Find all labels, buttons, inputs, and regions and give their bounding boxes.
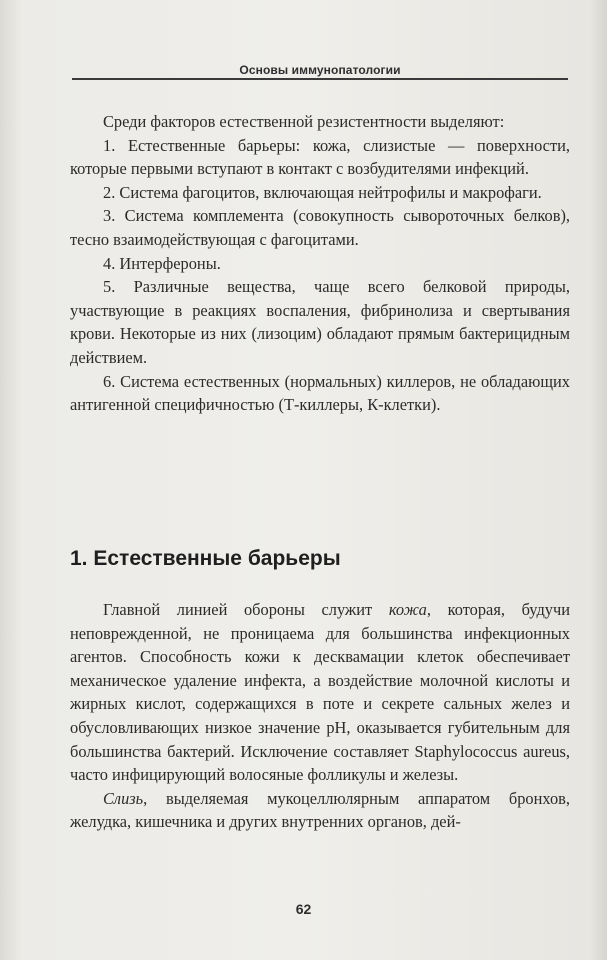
page-number: 62 bbox=[295, 901, 312, 917]
list-item: 1. Естественные барьеры: кожа, слизистые — поверхности, которые первыми вступают в контакт с возбудителями инфекций. bbox=[70, 135, 570, 179]
header-rule bbox=[72, 78, 568, 80]
list-item: 6. Система естественных (нормальных) киллеров, не обладающих антигенной специфичностью (Т-киллеры, К-клетки). bbox=[70, 371, 570, 415]
term-skin: кожа bbox=[388, 600, 427, 619]
paragraph-skin bbox=[70, 598, 570, 787]
list-item: 4. Интерфероны. bbox=[103, 253, 221, 273]
paragraph-skin-after: , которая, будучи неповрежденной, не проницаема для большинства инфекционных агентов. Способность кожи к десквамации клеток обеспечивает механическое удаление инфекта, а воздействие молочной кислоты и жирных кислот, содержащихся в поте и секрете сальных желез и обусловливающих низкое значение pH, оказывается губительным для большинства бактерий. Исключение составляет Staphylococcus aureus, часто инфицирующий волосяные фолликулы и железы. bbox=[70, 600, 571, 785]
section-body bbox=[70, 598, 570, 834]
paragraph-mucus bbox=[70, 787, 570, 834]
intro-lead: Среди факторов естественной резистентности выделяют: bbox=[103, 112, 505, 131]
list-item: 5. Различные вещества, чаще всего белковой природы, участвующие в реакциях воспаления, фибринолиза и свертывания крови. Некоторые из них (лизоцим) обладают прямым бактерицидным действием. bbox=[70, 277, 570, 367]
term-mucus: Слизь bbox=[103, 788, 144, 808]
list-item: 2. Система фагоцитов, включающая нейтрофилы и макрофаги. bbox=[103, 182, 542, 202]
intro-block bbox=[70, 110, 570, 417]
paragraph-mucus-after: , выделяемая мукоцеллюлярным аппаратом бронхов, желудка, кишечника и других внутренних органов, дей- bbox=[70, 788, 570, 832]
section-heading: 1. Естественные барьеры bbox=[70, 547, 341, 570]
list-item: 3. Система комплемента (совокупность сывороточных белков), тесно взаимодействующая с фагоцитами. bbox=[70, 206, 570, 249]
running-header: Основы иммунопатологии bbox=[239, 63, 401, 77]
paragraph-skin-before: Главной линией обороны служит bbox=[103, 600, 389, 619]
